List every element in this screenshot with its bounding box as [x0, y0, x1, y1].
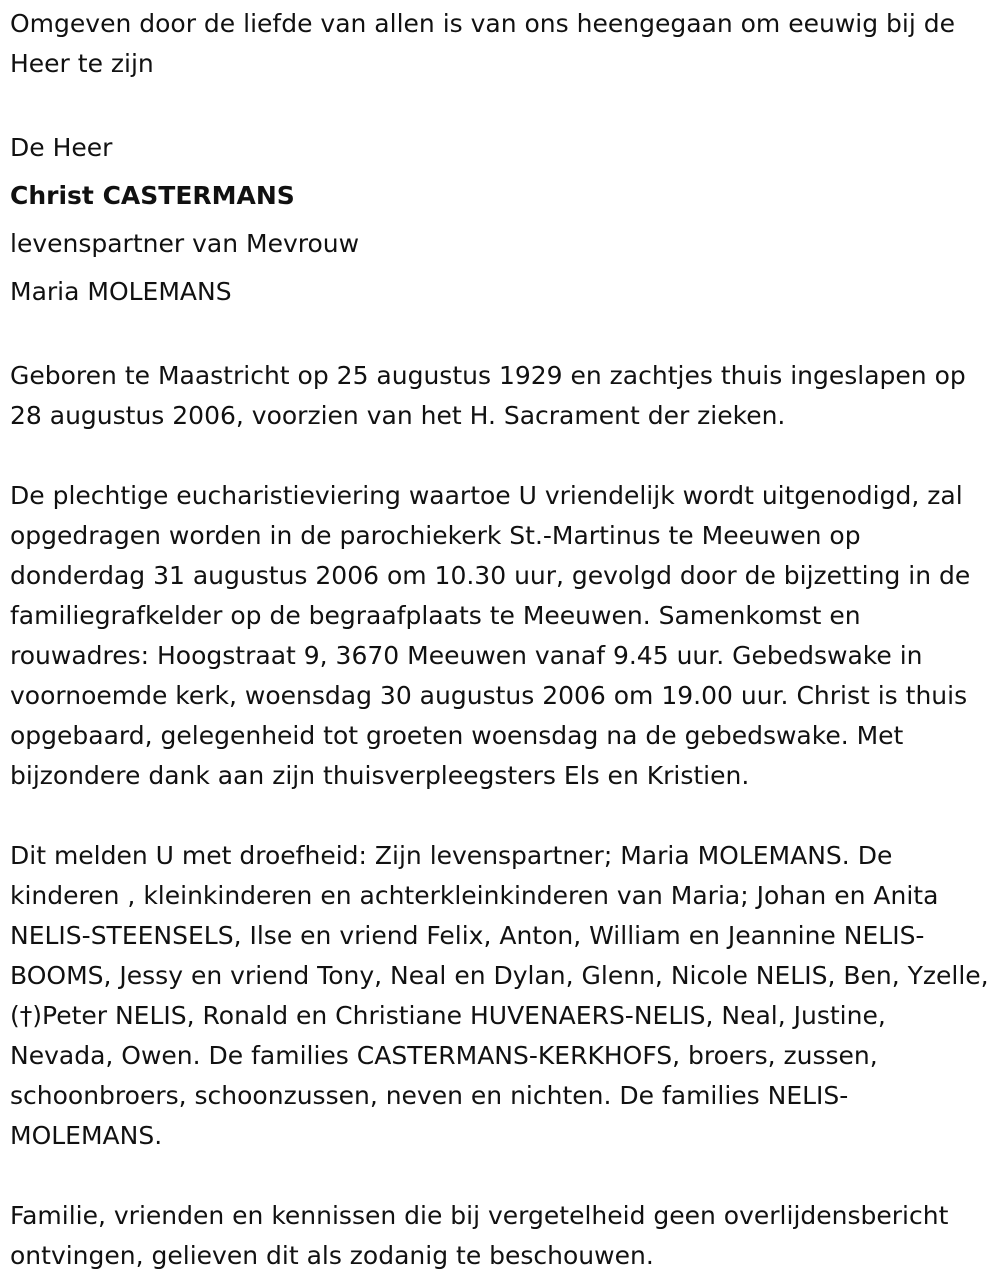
intro-text: Omgeven door de liefde van allen is van ons heengegaan om eeuwig bij de Heer te zijn [10, 9, 955, 78]
spacer [10, 1156, 990, 1196]
deceased-name: Christ CASTERMANS [10, 181, 295, 210]
person-block [10, 124, 990, 316]
spacer [10, 436, 990, 476]
spacer [10, 316, 990, 356]
relation-text: levenspartner van Mevrouw [10, 229, 360, 258]
closing-text: Familie, vrienden en kennissen die bij vergetelheid geen overlijdensbericht ontvingen, gelieven dit als zodanig te beschouwen. [10, 1201, 949, 1270]
announcement-text: Dit melden U met droefheid: Zijn levenspartner; Maria MOLEMANS. De kinderen , kleinkinderen en achterkleinkinderen van Maria; Johan en Anita NELIS-STEENSELS, Ilse en vriend Felix, Anton, William en Jeannine NELIS-BOOMS, Jessy en vriend Tony, Neal en Dylan, Glenn, Nicole NELIS, Ben, Yzelle, (†)Peter NELIS, Ronald en Christiane HUVENAERS-NELIS, Neal, Justine, Nevada, Owen. De families CASTERMANS-KERKHOFS, broers, zussen, schoonbroers, schoonzussen, neven en nichten. De families NELIS-MOLEMANS. [10, 841, 989, 1150]
obituary-document [10, 4, 990, 1276]
spacer [10, 796, 990, 836]
honorific: De Heer [10, 133, 113, 162]
partner-name: Maria MOLEMANS [10, 277, 232, 306]
birth-death-text: Geboren te Maastricht op 25 augustus 1929 en zachtjes thuis ingeslapen op 28 augustus 2006, voorzien van het H. Sacrament der zieken. [10, 361, 966, 430]
spacer [10, 84, 990, 124]
ceremony-text: De plechtige eucharistieviering waartoe U vriendelijk wordt uitgenodigd, zal opgedragen worden in de parochiekerk St.-Martinus te Meeuwen op donderdag 31 augustus 2006 om 10.30 uur, gevolgd door de bijzetting in de familiegrafkelder op de begraafplaats te Meeuwen. Samenkomst en rouwadres: Hoogstraat 9, 3670 Meeuwen vanaf 9.45 uur. Gebedswake in voornoemde kerk, woensdag 30 augustus 2006 om 19.00 uur. Christ is thuis opgebaard, gelegenheid tot groeten woensdag na de gebedswake. Met bijzondere dank aan zijn thuisverpleegsters Els en Kristien. [10, 481, 971, 790]
